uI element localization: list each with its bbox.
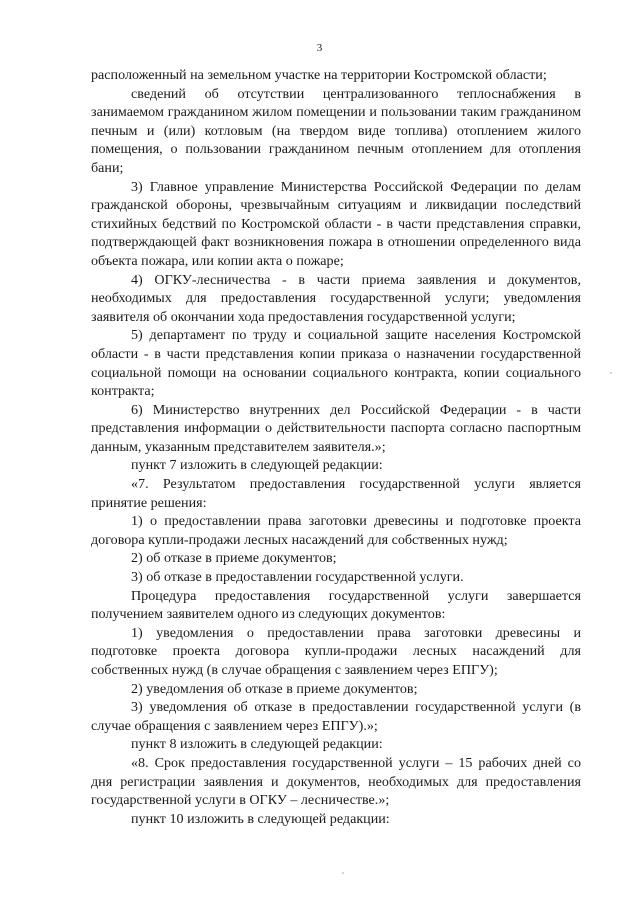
paragraph: 1) о предоставлении права заготовки древесины и подготовке проекта договора купли-продажи лесных насаждений для собственных нужд; bbox=[91, 513, 581, 548]
paragraph: пункт 10 изложить в следующей редакции: bbox=[131, 810, 390, 827]
paragraph: Процедура предоставления государственной услуги завершается получением заявителем одного из следующих документов: bbox=[91, 587, 581, 623]
scan-speck bbox=[610, 372, 612, 374]
scan-speck bbox=[342, 872, 344, 874]
document-body bbox=[91, 66, 581, 828]
page-number: 3 bbox=[316, 42, 323, 54]
paragraph: сведений об отсутствии централизованного теплоснабжения в занимаемом гражданином жилом помещении и пользовании таким гражданином печным и (или) котловым (на твердом виде топлива) отоплением жилого помещения, о пользовании гражданином печным отоплением для отопления бани; bbox=[91, 85, 581, 176]
paragraph: расположенный на земельном участке на территории Костромской области; bbox=[91, 67, 547, 83]
paragraph: 3) Главное управление Министерства Российской Федерации по делам гражданской обороны, чрезвычайным ситуациям и ликвидации последствий стихийных бедствий по Костромской области - в части представления справки, подтверждающей факт возникновения пожара в отношении определенного вида объекта пожара, или копии акта о пожаре; bbox=[91, 178, 581, 269]
paragraph: 5) департамент по труду и социальной защите населения Костромской области - в части представления копии приказа о назначении государственной социальной помощи на основании социального контракта, копии социального контракта; bbox=[91, 327, 581, 400]
paragraph: 3) уведомления об отказе в предоставлении государственной услуги (в случае обращения с заявлением через ЕПГУ).»; bbox=[91, 699, 581, 734]
paragraph: «8. Срок предоставления государственной услуги – 15 рабочих дней со дня регистрации заявления и документов, необходимых для предоставления государственной услуги в ОГКУ – лесничестве.»; bbox=[91, 754, 581, 809]
paragraph: 4) ОГКУ-лесничества - в части приема заявления и документов, необходимых для предоставления государственной услуги; уведомления заявителя об окончании хода предоставления государственной услуги; bbox=[91, 271, 581, 325]
paragraph: пункт 7 изложить в следующей редакции: bbox=[131, 457, 383, 474]
paragraph: 2) уведомления об отказе в приеме документов; bbox=[131, 680, 418, 697]
paragraph: 2) об отказе в приеме документов; bbox=[131, 550, 337, 567]
paragraph: «7. Результатом предоставления государственной услуги является принятие решения: bbox=[91, 476, 581, 511]
paragraph: 1) уведомления о предоставлении права заготовки древесины и подготовке проекта договора купли-продажи лесных насаждений для собственных нужд (в случае обращения с заявлением через ЕПГУ); bbox=[91, 624, 581, 678]
paragraph: 3) об отказе в предоставлении государственной услуги. bbox=[131, 569, 464, 586]
paragraph: 6) Министерство внутренних дел Российской Федерации - в части представления информации о действительности паспорта согласно паспортным данным, указанным представителем заявителя.»; bbox=[91, 401, 581, 455]
paragraph: пункт 8 изложить в следующей редакции: bbox=[131, 736, 383, 753]
